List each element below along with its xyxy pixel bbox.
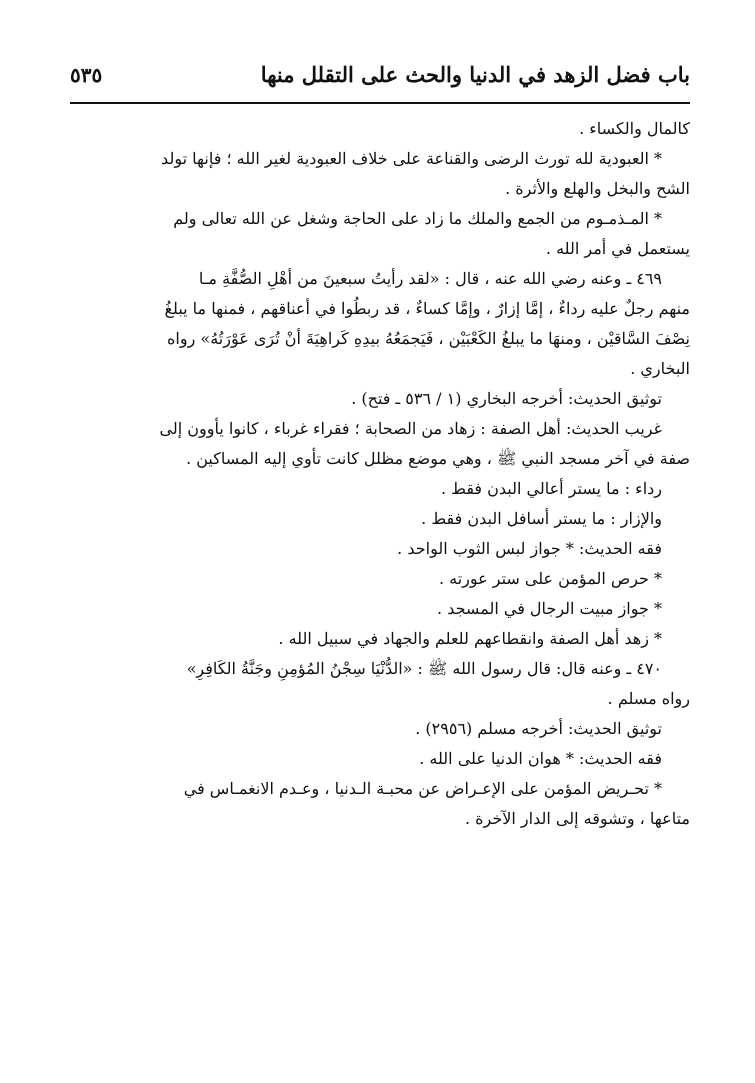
text-line: * حرص المؤمن على ستر عورته . [438,569,662,588]
text-line: * زهد أهل الصفة وانقطاعهم للعلم والجهاد في سبيل الله . [278,629,662,648]
text-line: الشح والبخل والهلع والأثرة . [505,179,690,198]
page-body [70,104,690,834]
text-line: توثيق الحديث: أخرجه مسلم (٢٩٥٦) . [415,719,662,738]
text-line: توثيق الحديث: أخرجه البخاري (١ / ٥٣٦ ـ فتح) . [351,389,662,408]
text-line: رداء : ما يستر أعالي البدن فقط . [440,479,662,498]
text-line: ٤٦٩ ـ وعنه رضي الله عنه ، قال : «لقد رأيتُ سبعينَ من أهْلِ الصُّفَّةِ مـا [198,269,662,288]
text-line: * تحـريض المؤمن على الإعـراض عن محبـة الـدنيا ، وعـدم الانغمـاس في [183,779,662,798]
text-line: منهم رجلٌ عليه رداءٌ ، إمَّا إزارٌ ، وإمَّا كساءٌ ، قد ربطُوا في أعناقهم ، فمنها ما يبلغُ [164,299,690,318]
text-line: يستعمل في أمر الله . [545,239,690,258]
text-line: * المـذمـوم من الجمع والملك ما زاد على الحاجة وشغل عن الله تعالى ولم [173,209,662,228]
page-header [70,62,690,104]
text-line: رواه مسلم . [607,689,690,708]
text-line: نِصْفَ السَّاقيْن ، ومنهَا ما يبلغُ الكَعْبَيْن ، فَيَجمَعُهُ بيدِهِ كَراهِيَةَ أنْ تُرَى عَوْرَتُهُ» رواه [167,329,690,348]
text-line: غريب الحديث: أهل الصفة : زهاد من الصحابة ؛ فقراء غرباء ، كانوا يأوون إلى [159,419,662,438]
text-line: * العبودية لله تورث الرضى والقناعة على خلاف العبودية لغير الله ؛ فإنها تولد [161,149,662,168]
book-page [70,62,690,834]
text-line: متاعها ، وتشوقه إلى الدار الآخرة . [465,809,690,828]
text-line: البخاري . [630,359,690,378]
text-line: ٤٧٠ ـ وعنه قال: قال رسول الله ﷺ : «الدُّنْيَا سِجْنُ المُؤمِنِ وجَنَّةُ الكَافِرِ» [186,659,662,678]
text-line: فقه الحديث: * هوان الدنيا على الله . [419,749,662,768]
text-line: كالمال والكساء . [579,119,690,138]
text-line: * جواز مبيت الرجال في المسجد . [437,599,662,618]
text-line: صفة في آخر مسجد النبي ﷺ ، وهي موضع مظلل كانت تأوي إليه المساكين . [186,449,690,468]
page-number: ٥٣٥ [70,63,103,87]
text-line: فقه الحديث: * جواز لبس الثوب الواحد . [397,539,662,558]
chapter-title: باب فضل الزهد في الدنيا والحث على التقلل منها [260,62,690,87]
text-line: والإزار : ما يستر أسافل البدن فقط . [421,509,662,528]
